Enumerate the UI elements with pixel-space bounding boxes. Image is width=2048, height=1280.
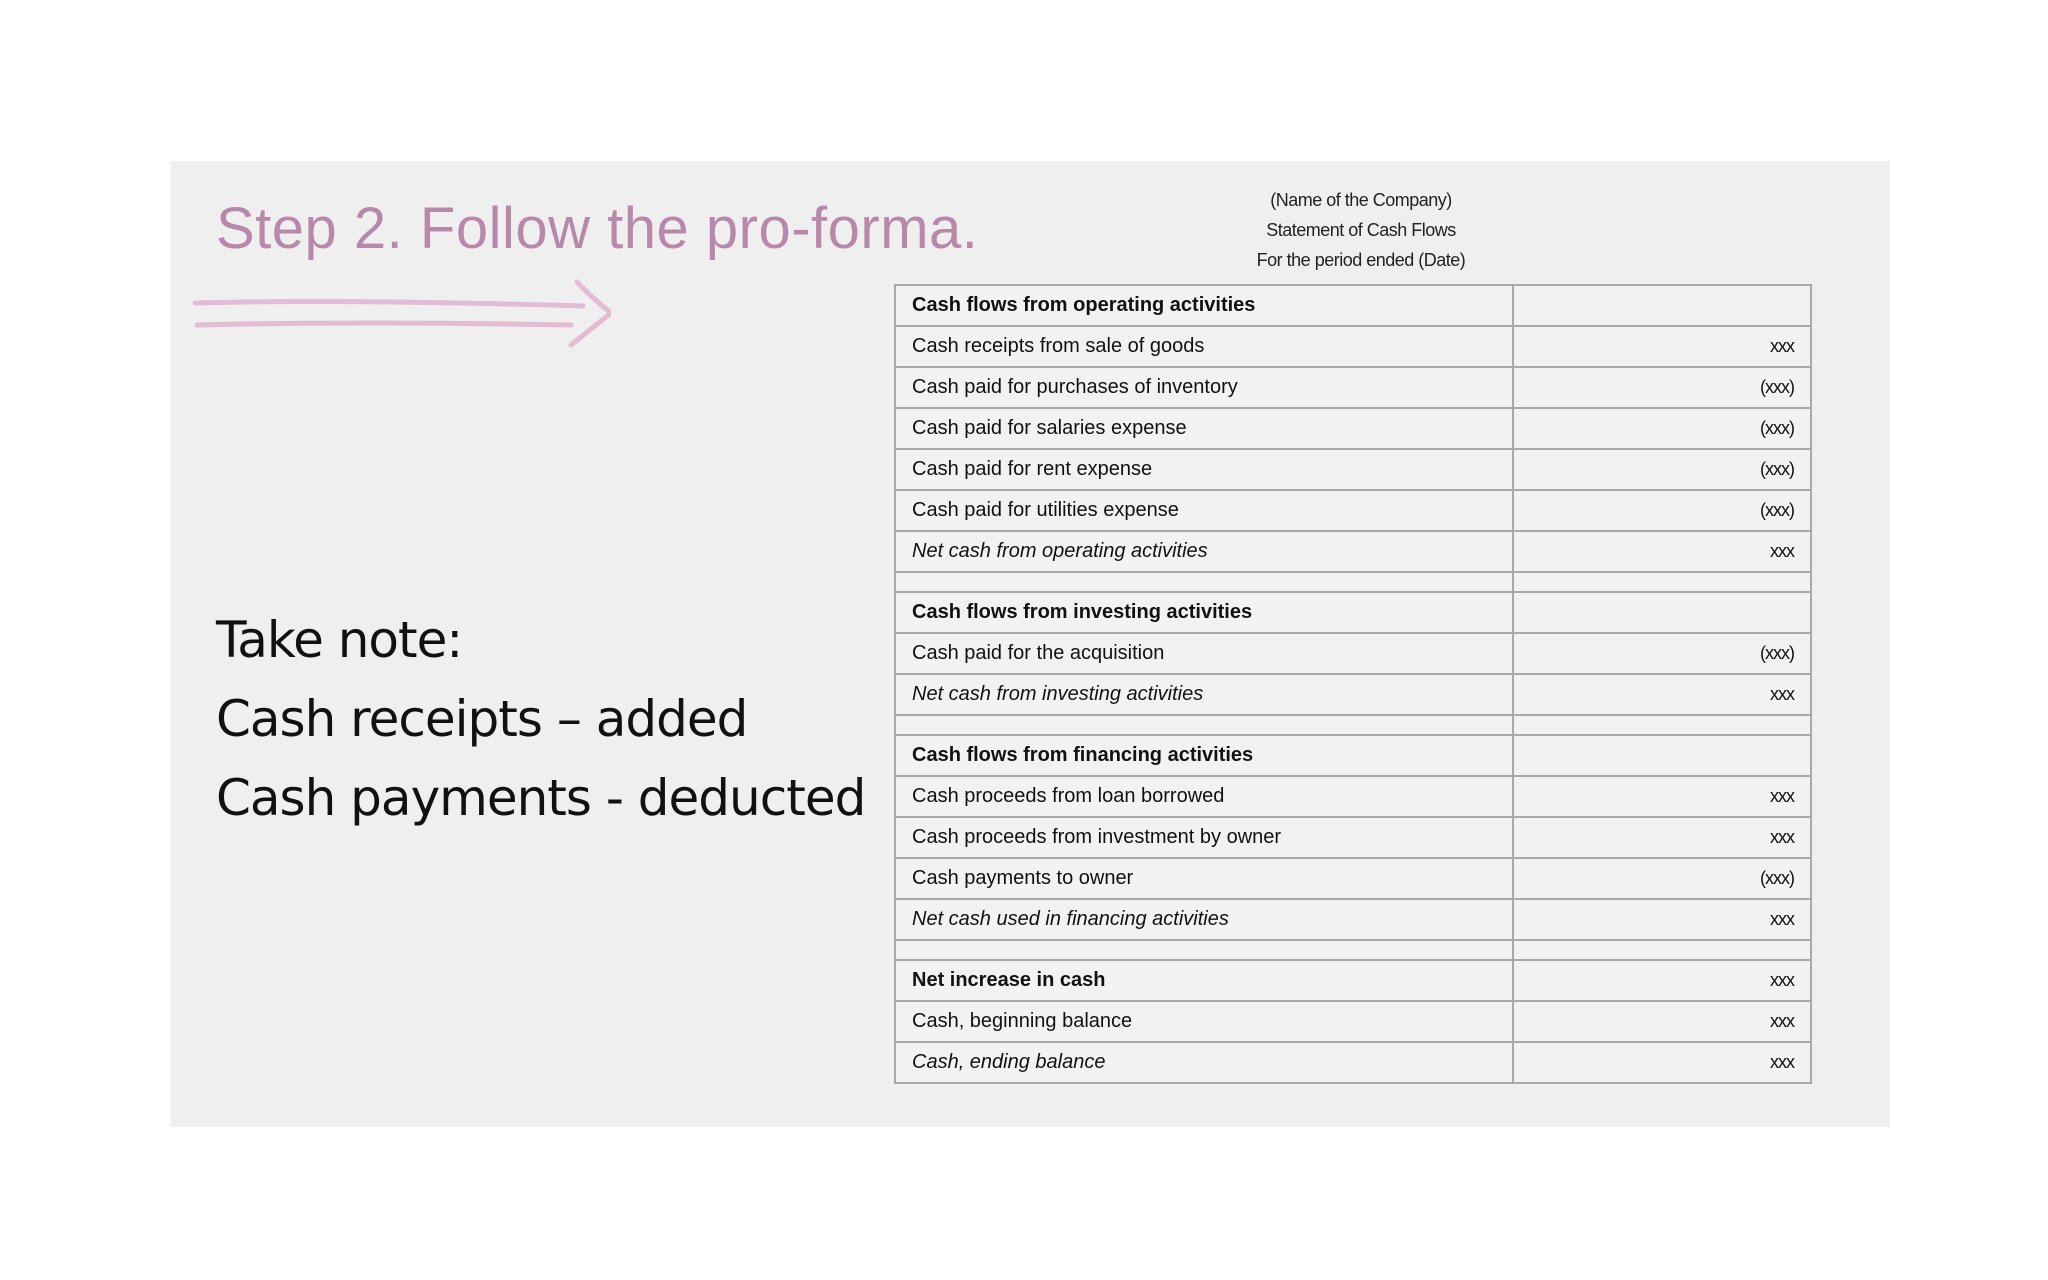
row-amount (1513, 715, 1811, 735)
statement-period: For the period ended (Date) (1256, 250, 1466, 270)
row-amount: (xxx) (1513, 858, 1811, 899)
row-amount: xxx (1513, 960, 1811, 1001)
table-row (895, 531, 1811, 572)
row-amount (1513, 940, 1811, 960)
company-name: (Name of the Company) (1270, 190, 1452, 210)
row-label: Cash paid for purchases of inventory (895, 367, 1513, 408)
table-row (895, 960, 1811, 1001)
row-label: Net cash used in financing activities (895, 899, 1513, 940)
table-row (895, 858, 1811, 899)
table-row (895, 899, 1811, 940)
note-payments: Cash payments - deducted (216, 769, 866, 827)
table-row (895, 674, 1811, 715)
row-label: Cash flows from operating activities (895, 285, 1513, 326)
table-row (895, 408, 1811, 449)
row-amount: (xxx) (1513, 633, 1811, 674)
row-label: Net cash from investing activities (895, 674, 1513, 715)
note-receipts: Cash receipts – added (216, 690, 748, 748)
table-row (895, 326, 1811, 367)
row-label: Cash proceeds from investment by owner (895, 817, 1513, 858)
row-amount: xxx (1513, 817, 1811, 858)
row-amount: xxx (1513, 1042, 1811, 1083)
row-amount (1513, 592, 1811, 633)
row-label (895, 940, 1513, 960)
cash-flow-table (894, 284, 1812, 1084)
table-row (895, 285, 1811, 326)
table-row (895, 490, 1811, 531)
row-label (895, 572, 1513, 592)
row-label: Cash receipts from sale of goods (895, 326, 1513, 367)
table-row (895, 1042, 1811, 1083)
statement-title: Statement of Cash Flows (1266, 220, 1456, 240)
statement-header (1211, 185, 1511, 275)
table-row (895, 776, 1811, 817)
row-label: Cash paid for utilities expense (895, 490, 1513, 531)
row-amount: xxx (1513, 326, 1811, 367)
table-row (895, 817, 1811, 858)
note-heading: Take note: (216, 611, 463, 669)
row-label: Cash paid for rent expense (895, 449, 1513, 490)
slide (171, 161, 1890, 1127)
take-note (216, 601, 865, 838)
row-label: Net increase in cash (895, 960, 1513, 1001)
table-row (895, 633, 1811, 674)
table-row (895, 449, 1811, 490)
table-row (895, 592, 1811, 633)
table-spacer-row (895, 572, 1811, 592)
table-row (895, 367, 1811, 408)
row-label: Cash paid for the acquisition (895, 633, 1513, 674)
row-amount: (xxx) (1513, 367, 1811, 408)
row-amount: (xxx) (1513, 449, 1811, 490)
row-amount: xxx (1513, 776, 1811, 817)
row-label: Cash payments to owner (895, 858, 1513, 899)
arrow-right-icon (191, 279, 611, 355)
row-label: Net cash from operating activities (895, 531, 1513, 572)
table-spacer-row (895, 715, 1811, 735)
row-label: Cash paid for salaries expense (895, 408, 1513, 449)
row-amount: xxx (1513, 674, 1811, 715)
row-amount: xxx (1513, 899, 1811, 940)
row-amount (1513, 572, 1811, 592)
slide-title: Step 2. Follow the pro-forma. (216, 196, 979, 261)
row-label: Cash flows from financing activities (895, 735, 1513, 776)
table-row (895, 735, 1811, 776)
table-spacer-row (895, 940, 1811, 960)
row-amount: (xxx) (1513, 490, 1811, 531)
row-amount: xxx (1513, 531, 1811, 572)
row-amount (1513, 285, 1811, 326)
row-amount: xxx (1513, 1001, 1811, 1042)
row-label (895, 715, 1513, 735)
row-label: Cash, beginning balance (895, 1001, 1513, 1042)
row-label: Cash flows from investing activities (895, 592, 1513, 633)
table-row (895, 1001, 1811, 1042)
row-amount: (xxx) (1513, 408, 1811, 449)
row-amount (1513, 735, 1811, 776)
row-label: Cash, ending balance (895, 1042, 1513, 1083)
row-label: Cash proceeds from loan borrowed (895, 776, 1513, 817)
